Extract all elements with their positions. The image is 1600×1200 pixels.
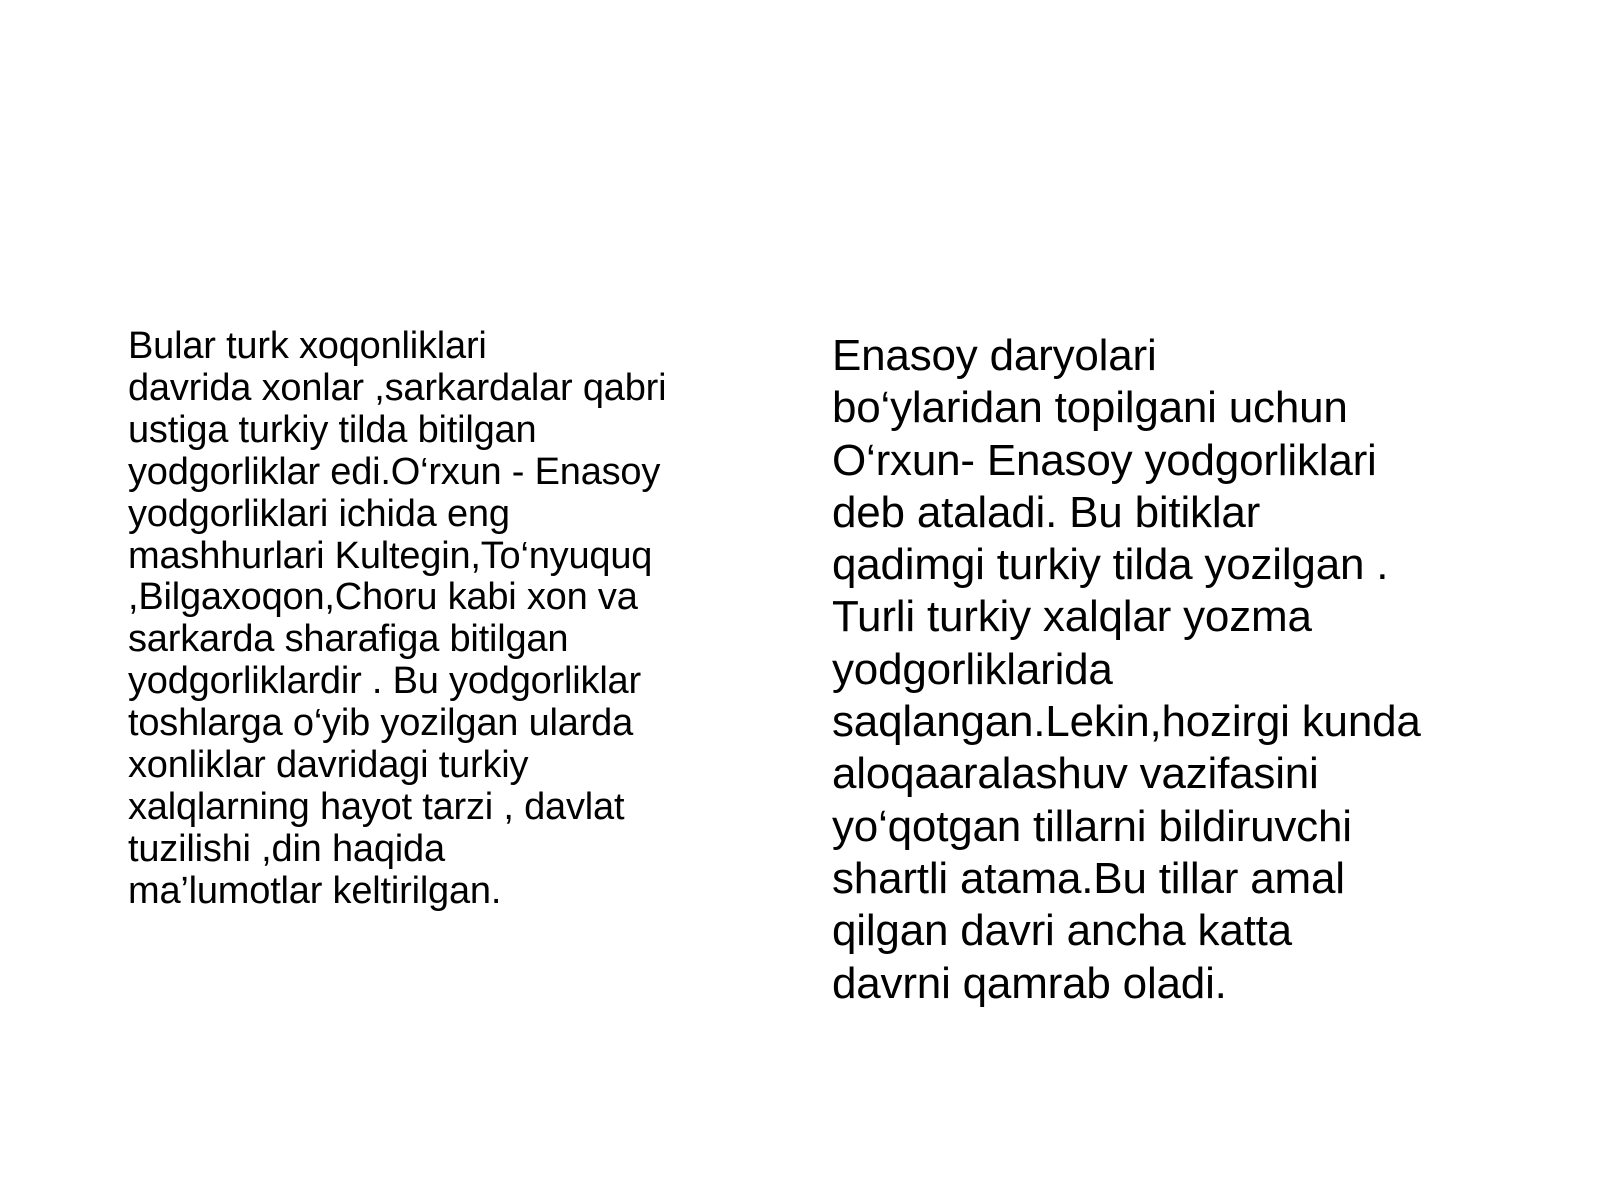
right-text-block: Enasoy daryolari bo‘ylaridan topilgani uchun O‘rxun- Enasoy yodgorliklari deb ataladi. Bu bitiklar qadimgi turkiy tilda yozilgan . Turli turkiy xalqlar yozma yodgorliklarida saqlangan.Lekin,hozirgi kunda aloqaaralashuv vazifasini yo‘qotgan tillarni bildiruvchi shartli atama.Bu tillar amal qilgan davri ancha katta davrni qamrab oladi. xyxy=(832,331,1421,1008)
left-text-block: Bular turk xoqonliklari davrida xonlar ,sarkardalar qabri ustiga turkiy tilda bitilgan yodgorliklar edi.O‘rxun - Enasoy yodgorliklari ichida eng mashhurlari Kultegin,To‘nyuquq ,Bilgaxoqon,Choru kabi xon va sarkarda sharafiga bitilgan yodgorliklardir . Bu yodgorliklar toshlarga o‘yib yozilgan ularda xonliklar davridagi turkiy xalqlarning hayot tarzi , davlat tuzilishi ,din haqida ma’lumotlar keltirilgan. xyxy=(128,325,667,912)
